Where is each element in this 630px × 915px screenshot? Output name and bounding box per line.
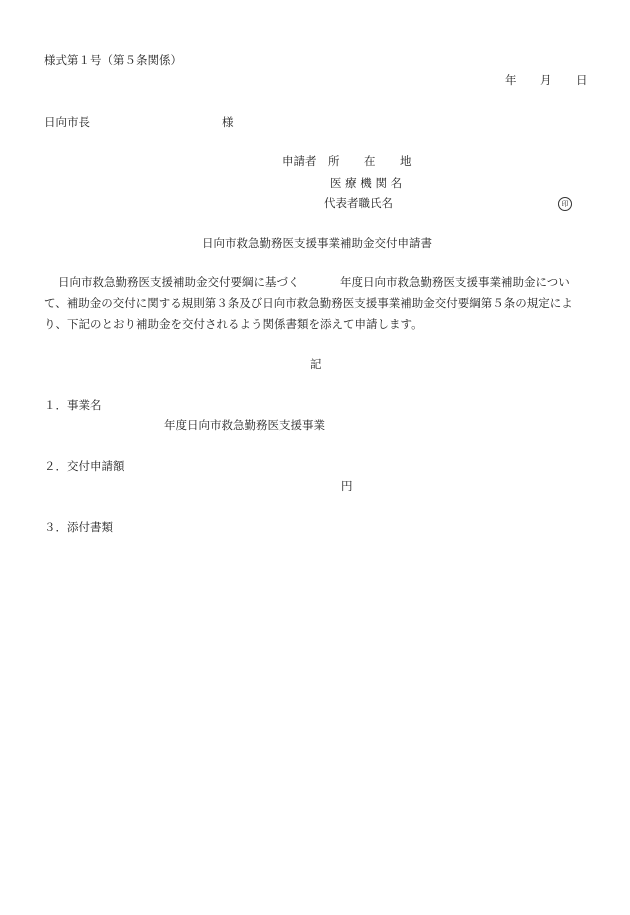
addressee-honorific: 様 xyxy=(222,115,234,129)
representative-label: 代表者職氏名 xyxy=(324,196,393,210)
body-line-3: り、下記のとおり補助金を交付されるよう関係書類を添えて申請します。 xyxy=(44,317,423,331)
body-line-1a: 日向市救急勤務医支援補助金交付要綱に基づく xyxy=(58,275,300,289)
address-label-1: 所 xyxy=(328,154,340,168)
addressee-name: 日向市長 xyxy=(44,115,90,129)
ki-mark: 記 xyxy=(310,357,322,371)
date-month: 月 xyxy=(540,73,552,87)
date-day: 日 xyxy=(576,73,588,87)
body-line-1b: 年度日向市救急勤務医支援事業補助金につい xyxy=(340,275,570,289)
item-2-label: ２．交付申請額 xyxy=(44,459,125,473)
item-2-value: 円 xyxy=(341,479,353,493)
address-label-2: 在 xyxy=(364,154,376,168)
item-3-label: ３．添付書類 xyxy=(44,520,113,534)
date-year: 年 xyxy=(505,73,517,87)
address-label-3: 地 xyxy=(400,154,412,168)
applicant-label: 申請者 xyxy=(282,154,317,168)
document-title: 日向市救急勤務医支援事業補助金交付申請書 xyxy=(202,236,432,250)
institution-label: 医 療 機 関 名 xyxy=(330,176,403,190)
form-number: 様式第１号（第５条関係） xyxy=(44,53,182,67)
seal-mark: 印 xyxy=(558,197,572,211)
item-1-label: １．事業名 xyxy=(44,398,102,412)
body-line-2: て、補助金の交付に関する規則第３条及び日向市救急勤務医支援事業補助金交付要綱第５条の規定によ xyxy=(44,296,573,310)
item-1-value: 年度日向市救急勤務医支援事業 xyxy=(164,418,325,432)
